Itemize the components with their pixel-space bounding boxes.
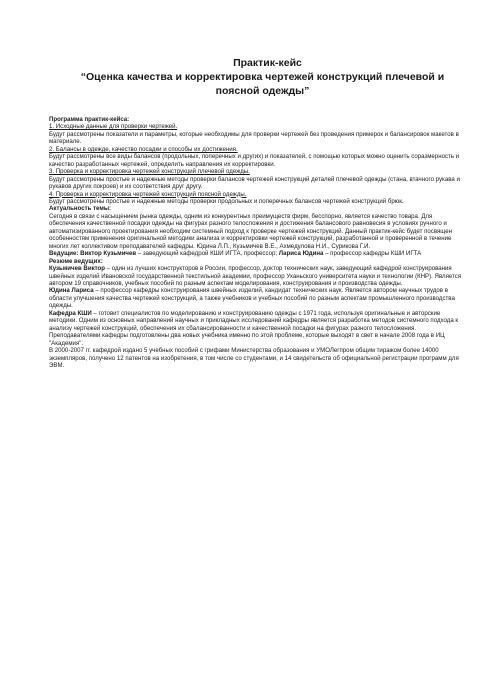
- relevance-text: Сегодня в связи с насыщением рынка одежды, одним из конкурентных преимуществ фирм, бесспорно, является качество товара. Для обеспечения качественной посадки одежды на фигурах разного телосложения и достижения балансового равновесия в условиях ручного и автоматизированного проектирования необходим системный подход к проверке чертежей конструкций. Данный практик-кейс будет посвящен особенностям применения оригинальной методики анализа и корректировки чертежей конструкций, разработанной и проверенной в течение многих лет коллективом преподавателей кафедры. Юдина Л.П., Кузьмичев В.Е., Ахмедулова Н.И., Сурикова Г.И.: [49, 212, 452, 250]
- person-1-text: – один из лучших конструкторов в России, профессор, доктор технических наук, заведующий кафедрой конструирования швейных изделий Ивановской государственной текстильной академии, профессор Уханьского университета науки и технологии (КНР). Является автором 19 справочников, учебных пособий по разным аспектам моделирования, конструирования и производства одежды.: [49, 265, 462, 287]
- leader-1-role: – заведующий кафедрой КШИ ИГТА, профессор;: [136, 250, 278, 258]
- page-subtitle: “Оценка качества и корректировка чертежей конструкций плечевой и поясной одежды”: [80, 71, 445, 97]
- relevance-heading: Актуальность темы:: [49, 205, 112, 213]
- item-2-text: Будут рассмотрены все виды балансов (продольных, поперечных и других) и показателей, с помощью которых можно оценить соразмерность и качество разработанных чертежей, определить направления их корректировки.: [49, 153, 460, 168]
- leader-2-role: – профессор кафедры КШИ ИГТА: [323, 250, 422, 258]
- person-1-name: Кузьмичев Виктор: [49, 265, 105, 273]
- page-title: Практик-кейс: [233, 57, 302, 69]
- program-heading: Программа практик-кейса:: [49, 116, 130, 123]
- item-4-heading: 4. Проверка и корректировка чертежей конструкций поясной одежды.: [49, 190, 247, 198]
- resume-heading: Резюме ведущих:: [49, 257, 103, 265]
- leaders-line: [49, 250, 469, 257]
- person-2-name: Юдина Лариса: [49, 287, 94, 295]
- department-bio: [49, 310, 469, 347]
- leaders-label: Ведущие:: [49, 250, 79, 258]
- title-block: [0, 56, 495, 98]
- person-2-text: – профессор кафедры конструирования швейных изделий, кандидат технических наук. Является автором научных трудов в области улучшения качества чертежей конструкций, а также учебников и учебных пособий по разным аспектам промышленного производства одежды.: [49, 287, 455, 310]
- item-1-text: Будут рассмотрены показатели и параметры, которые необходимы для проверки чертежей без проведения примерок и балансировок макетов в материале.: [49, 130, 459, 146]
- leader-2-name: Лариса Юдина: [278, 250, 324, 258]
- item-4-text: Будут рассмотрены простые и надежные методы проверки продольных и поперечных балансов чертежей конструкций брюк.: [49, 197, 404, 205]
- person-1-bio: [49, 265, 469, 287]
- department-text: – готовит специалистов по моделированию и конструированию одежды с 1971 года, используя оригинальные и авторские методики. Одним из основных направлений научных и прикладных исследований кафедры является разработка методов системного подхода к анализу чертежей конструкций, обеспечения их сбалансированности и качественной посадки на фигурах разного телосложения. Преподавателями кафедры подготовлены два новых учебника именно по этой проблеме, которые выходят в свет в начале 2008 года в ИЦ "Академия".: [49, 309, 459, 347]
- item-2-heading: 2. Балансы в одежде, качество посадки и способы их достижения.: [49, 145, 238, 153]
- document-body: [49, 116, 469, 369]
- item-3-heading: 3. Проверка и корректировка чертежей конструкций плечевой одежды.: [49, 168, 250, 176]
- item-1-heading: 1. Исходные данные для проверки чертежей.: [49, 123, 178, 131]
- department-name: Кафедра КШИ: [49, 309, 92, 317]
- closing-paragraph: В 2000-2007 гг. кафедрой издано 5 учебных пособий с грифами Министерства образования и УМОЛегпром общим тиражом более 14000 экземпляров, получено 12 патентов на изобретения, в том числе со студентами, и 14 свидетельств об официальной регистрации программ для ЭВМ.: [49, 347, 459, 369]
- person-2-bio: [49, 287, 469, 309]
- item-3-text: Будут рассмотрены простые и надежные методы проверки балансов чертежей конструкций деталей плечевой одежды (стана, втачного рукава и рукавов других покроев) и их соответствия друг другу.: [49, 175, 460, 191]
- leader-1-name: Виктор Кузьмичев: [80, 250, 137, 258]
